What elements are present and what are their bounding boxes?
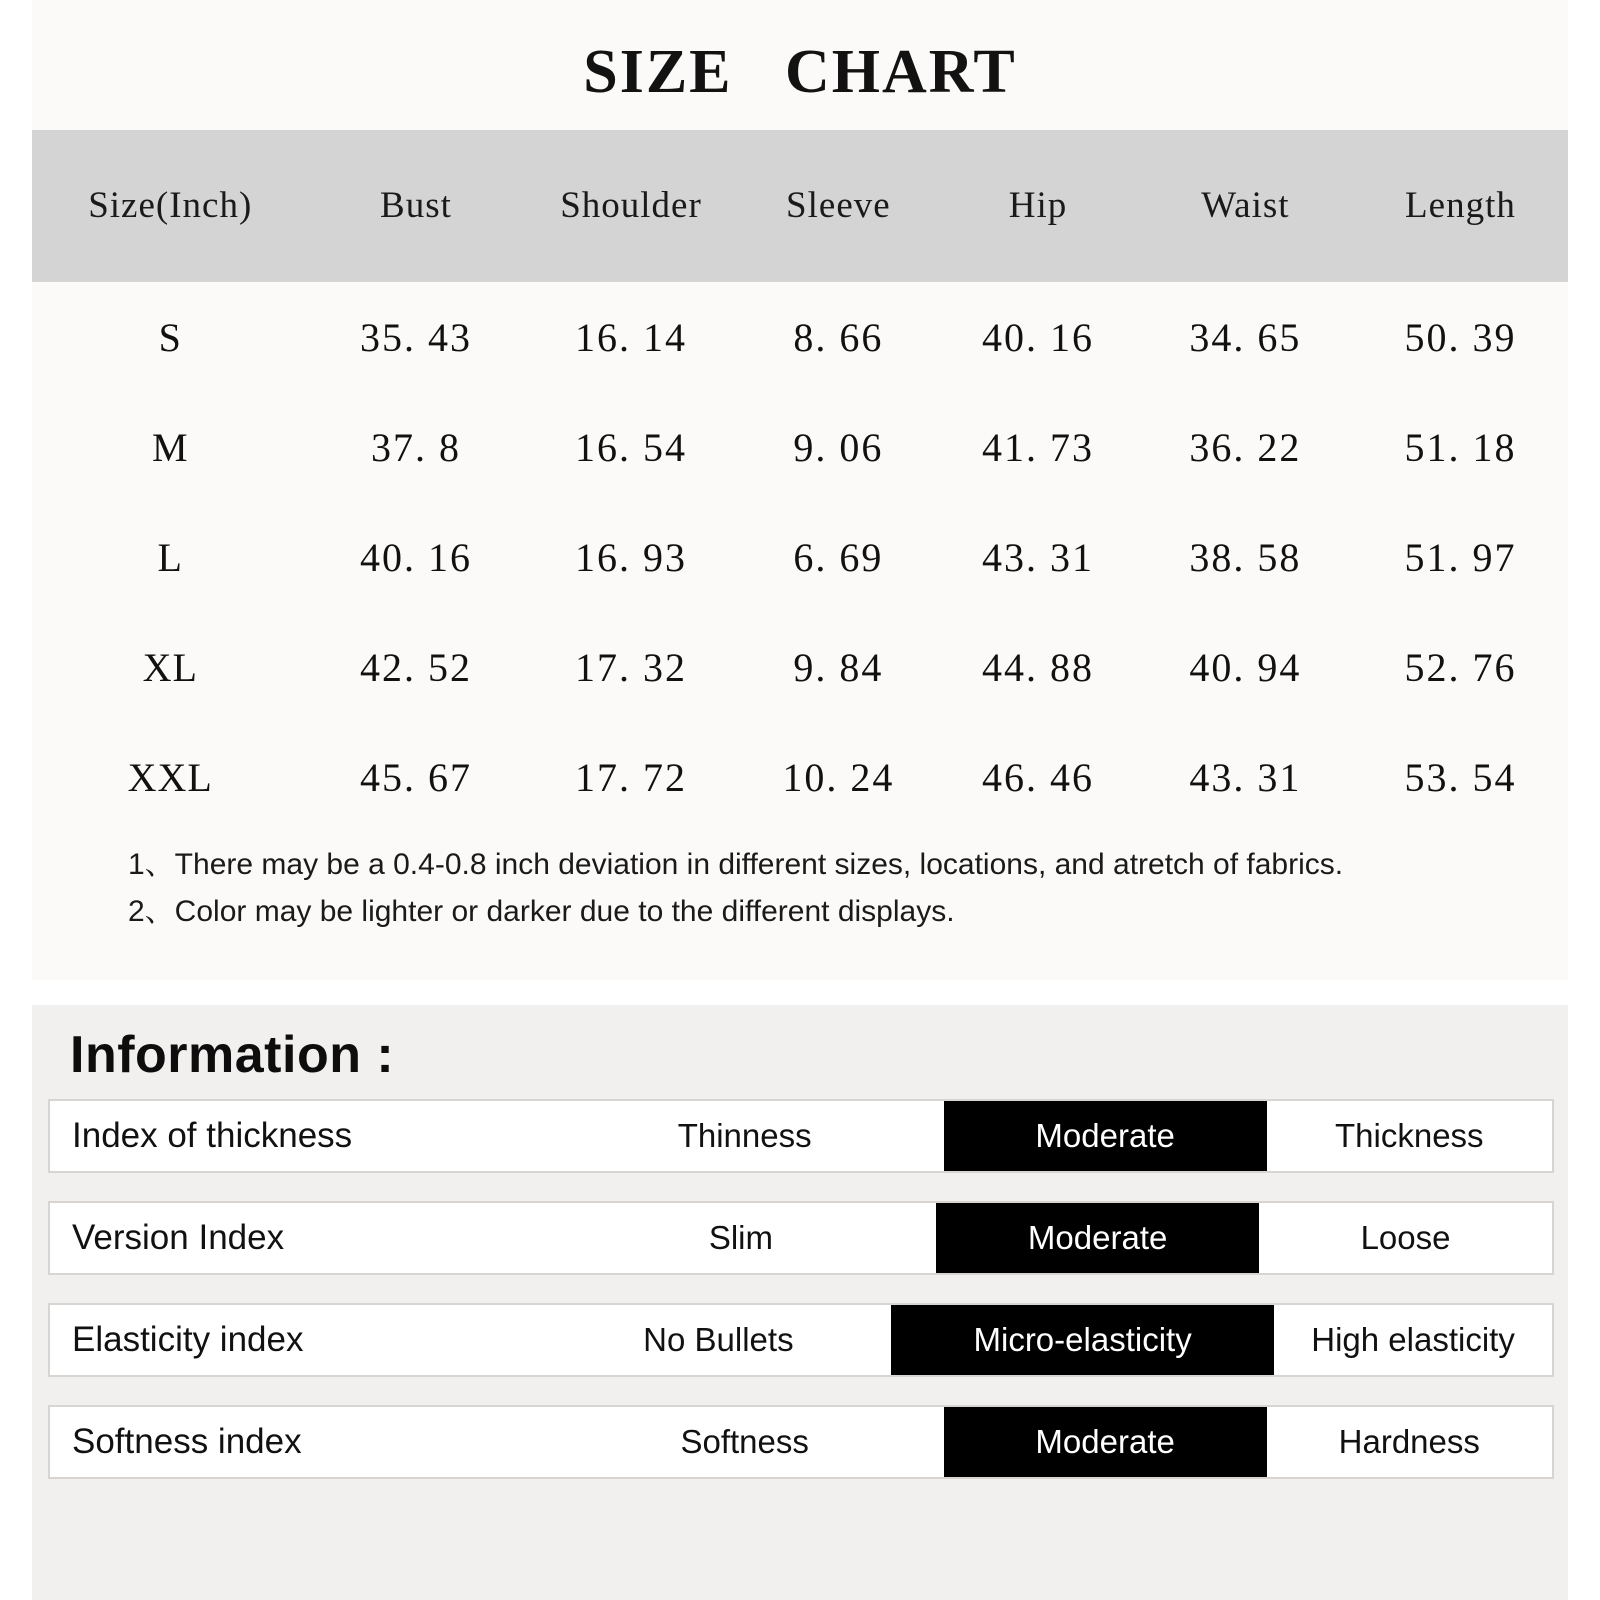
column-header-sleeve: Sleeve bbox=[786, 184, 891, 226]
cell-sleeve: 9. 84 bbox=[793, 644, 884, 690]
cell-shoulder: 16. 54 bbox=[575, 424, 688, 470]
cell-length: 52. 76 bbox=[1404, 644, 1517, 690]
column-header-hip: Hip bbox=[1008, 184, 1068, 226]
cell-hip: 46. 46 bbox=[982, 754, 1095, 800]
info-row-label: Softness index bbox=[72, 1422, 302, 1461]
info-option-high-elasticity[interactable]: High elasticity bbox=[1311, 1321, 1515, 1358]
cell-hip: 40. 16 bbox=[982, 314, 1095, 360]
table-row bbox=[32, 282, 1568, 392]
cell-length: 50. 39 bbox=[1404, 314, 1517, 360]
cell-size: M bbox=[151, 424, 189, 470]
table-row bbox=[32, 722, 1568, 832]
note-line-1: 1、There may be a 0.4-0.8 inch deviation in different sizes, locations, and atretch of fabrics. bbox=[128, 848, 1344, 882]
cell-shoulder: 17. 32 bbox=[575, 644, 688, 690]
cell-waist: 38. 58 bbox=[1189, 534, 1302, 580]
info-option-no-bullets[interactable]: No Bullets bbox=[643, 1321, 794, 1358]
column-header-size: Size(Inch) bbox=[88, 184, 253, 226]
cell-hip: 41. 73 bbox=[982, 424, 1095, 470]
size-table-header bbox=[32, 130, 1568, 282]
info-row-label: Elasticity index bbox=[72, 1320, 304, 1359]
table-header-row bbox=[32, 130, 1568, 282]
cell-bust: 40. 16 bbox=[359, 534, 472, 580]
info-row-version bbox=[48, 1201, 1554, 1275]
size-table bbox=[32, 130, 1568, 832]
cell-sleeve: 6. 69 bbox=[793, 534, 884, 580]
table-row bbox=[32, 612, 1568, 722]
info-option-slim[interactable]: Slim bbox=[708, 1219, 773, 1256]
cell-sleeve: 9. 06 bbox=[793, 424, 884, 470]
column-header-bust: Bust bbox=[380, 184, 452, 226]
cell-length: 51. 97 bbox=[1404, 534, 1517, 580]
cell-waist: 43. 31 bbox=[1189, 754, 1302, 800]
cell-bust: 45. 67 bbox=[359, 754, 472, 800]
cell-sleeve: 8. 66 bbox=[793, 314, 884, 360]
page-title: SIZE CHART bbox=[583, 38, 1017, 106]
info-row-thickness bbox=[48, 1099, 1554, 1173]
cell-waist: 36. 22 bbox=[1189, 424, 1302, 470]
table-row bbox=[32, 392, 1568, 502]
info-option-thinness[interactable]: Thinness bbox=[677, 1117, 812, 1154]
cell-sleeve: 10. 24 bbox=[782, 754, 895, 800]
cell-bust: 42. 52 bbox=[359, 644, 472, 690]
information-heading: Information : bbox=[70, 1026, 395, 1084]
size-chart-panel bbox=[32, 0, 1568, 980]
cell-size: L bbox=[157, 534, 183, 580]
cell-size: XL bbox=[142, 644, 198, 690]
info-option-softness[interactable]: Softness bbox=[680, 1423, 809, 1460]
column-header-shoulder: Shoulder bbox=[560, 184, 702, 226]
cell-size: S bbox=[158, 314, 182, 360]
cell-waist: 40. 94 bbox=[1189, 644, 1302, 690]
cell-size: XXL bbox=[127, 754, 213, 800]
info-option-thickness[interactable]: Thickness bbox=[1335, 1117, 1484, 1154]
table-row bbox=[32, 502, 1568, 612]
cell-shoulder: 17. 72 bbox=[575, 754, 688, 800]
cell-length: 51. 18 bbox=[1404, 424, 1517, 470]
info-option-moderate[interactable]: Moderate bbox=[944, 1101, 1267, 1171]
info-row-softness bbox=[48, 1405, 1554, 1479]
cell-shoulder: 16. 14 bbox=[575, 314, 688, 360]
cell-bust: 35. 43 bbox=[359, 314, 472, 360]
cell-hip: 43. 31 bbox=[982, 534, 1095, 580]
info-option-micro-elasticity[interactable]: Micro-elasticity bbox=[891, 1305, 1274, 1375]
notes-block bbox=[32, 842, 1568, 935]
info-option-hardness[interactable]: Hardness bbox=[1338, 1423, 1480, 1460]
information-rows bbox=[32, 1099, 1568, 1479]
cell-waist: 34. 65 bbox=[1189, 314, 1302, 360]
column-header-waist: Waist bbox=[1201, 184, 1290, 226]
cell-shoulder: 16. 93 bbox=[575, 534, 688, 580]
cell-bust: 37. 8 bbox=[370, 424, 461, 470]
information-panel bbox=[32, 1005, 1568, 1600]
info-option-loose[interactable]: Loose bbox=[1360, 1219, 1451, 1256]
cell-hip: 44. 88 bbox=[982, 644, 1095, 690]
info-row-label: Index of thickness bbox=[72, 1116, 353, 1155]
cell-length: 53. 54 bbox=[1404, 754, 1517, 800]
size-table-body bbox=[32, 282, 1568, 832]
info-option-moderate[interactable]: Moderate bbox=[936, 1203, 1259, 1273]
info-row-elasticity bbox=[48, 1303, 1554, 1377]
note-line-2: 2、Color may be lighter or darker due to the different displays. bbox=[128, 894, 955, 928]
column-header-length: Length bbox=[1405, 184, 1516, 226]
info-option-moderate[interactable]: Moderate bbox=[944, 1407, 1267, 1477]
info-row-label: Version Index bbox=[72, 1218, 285, 1257]
